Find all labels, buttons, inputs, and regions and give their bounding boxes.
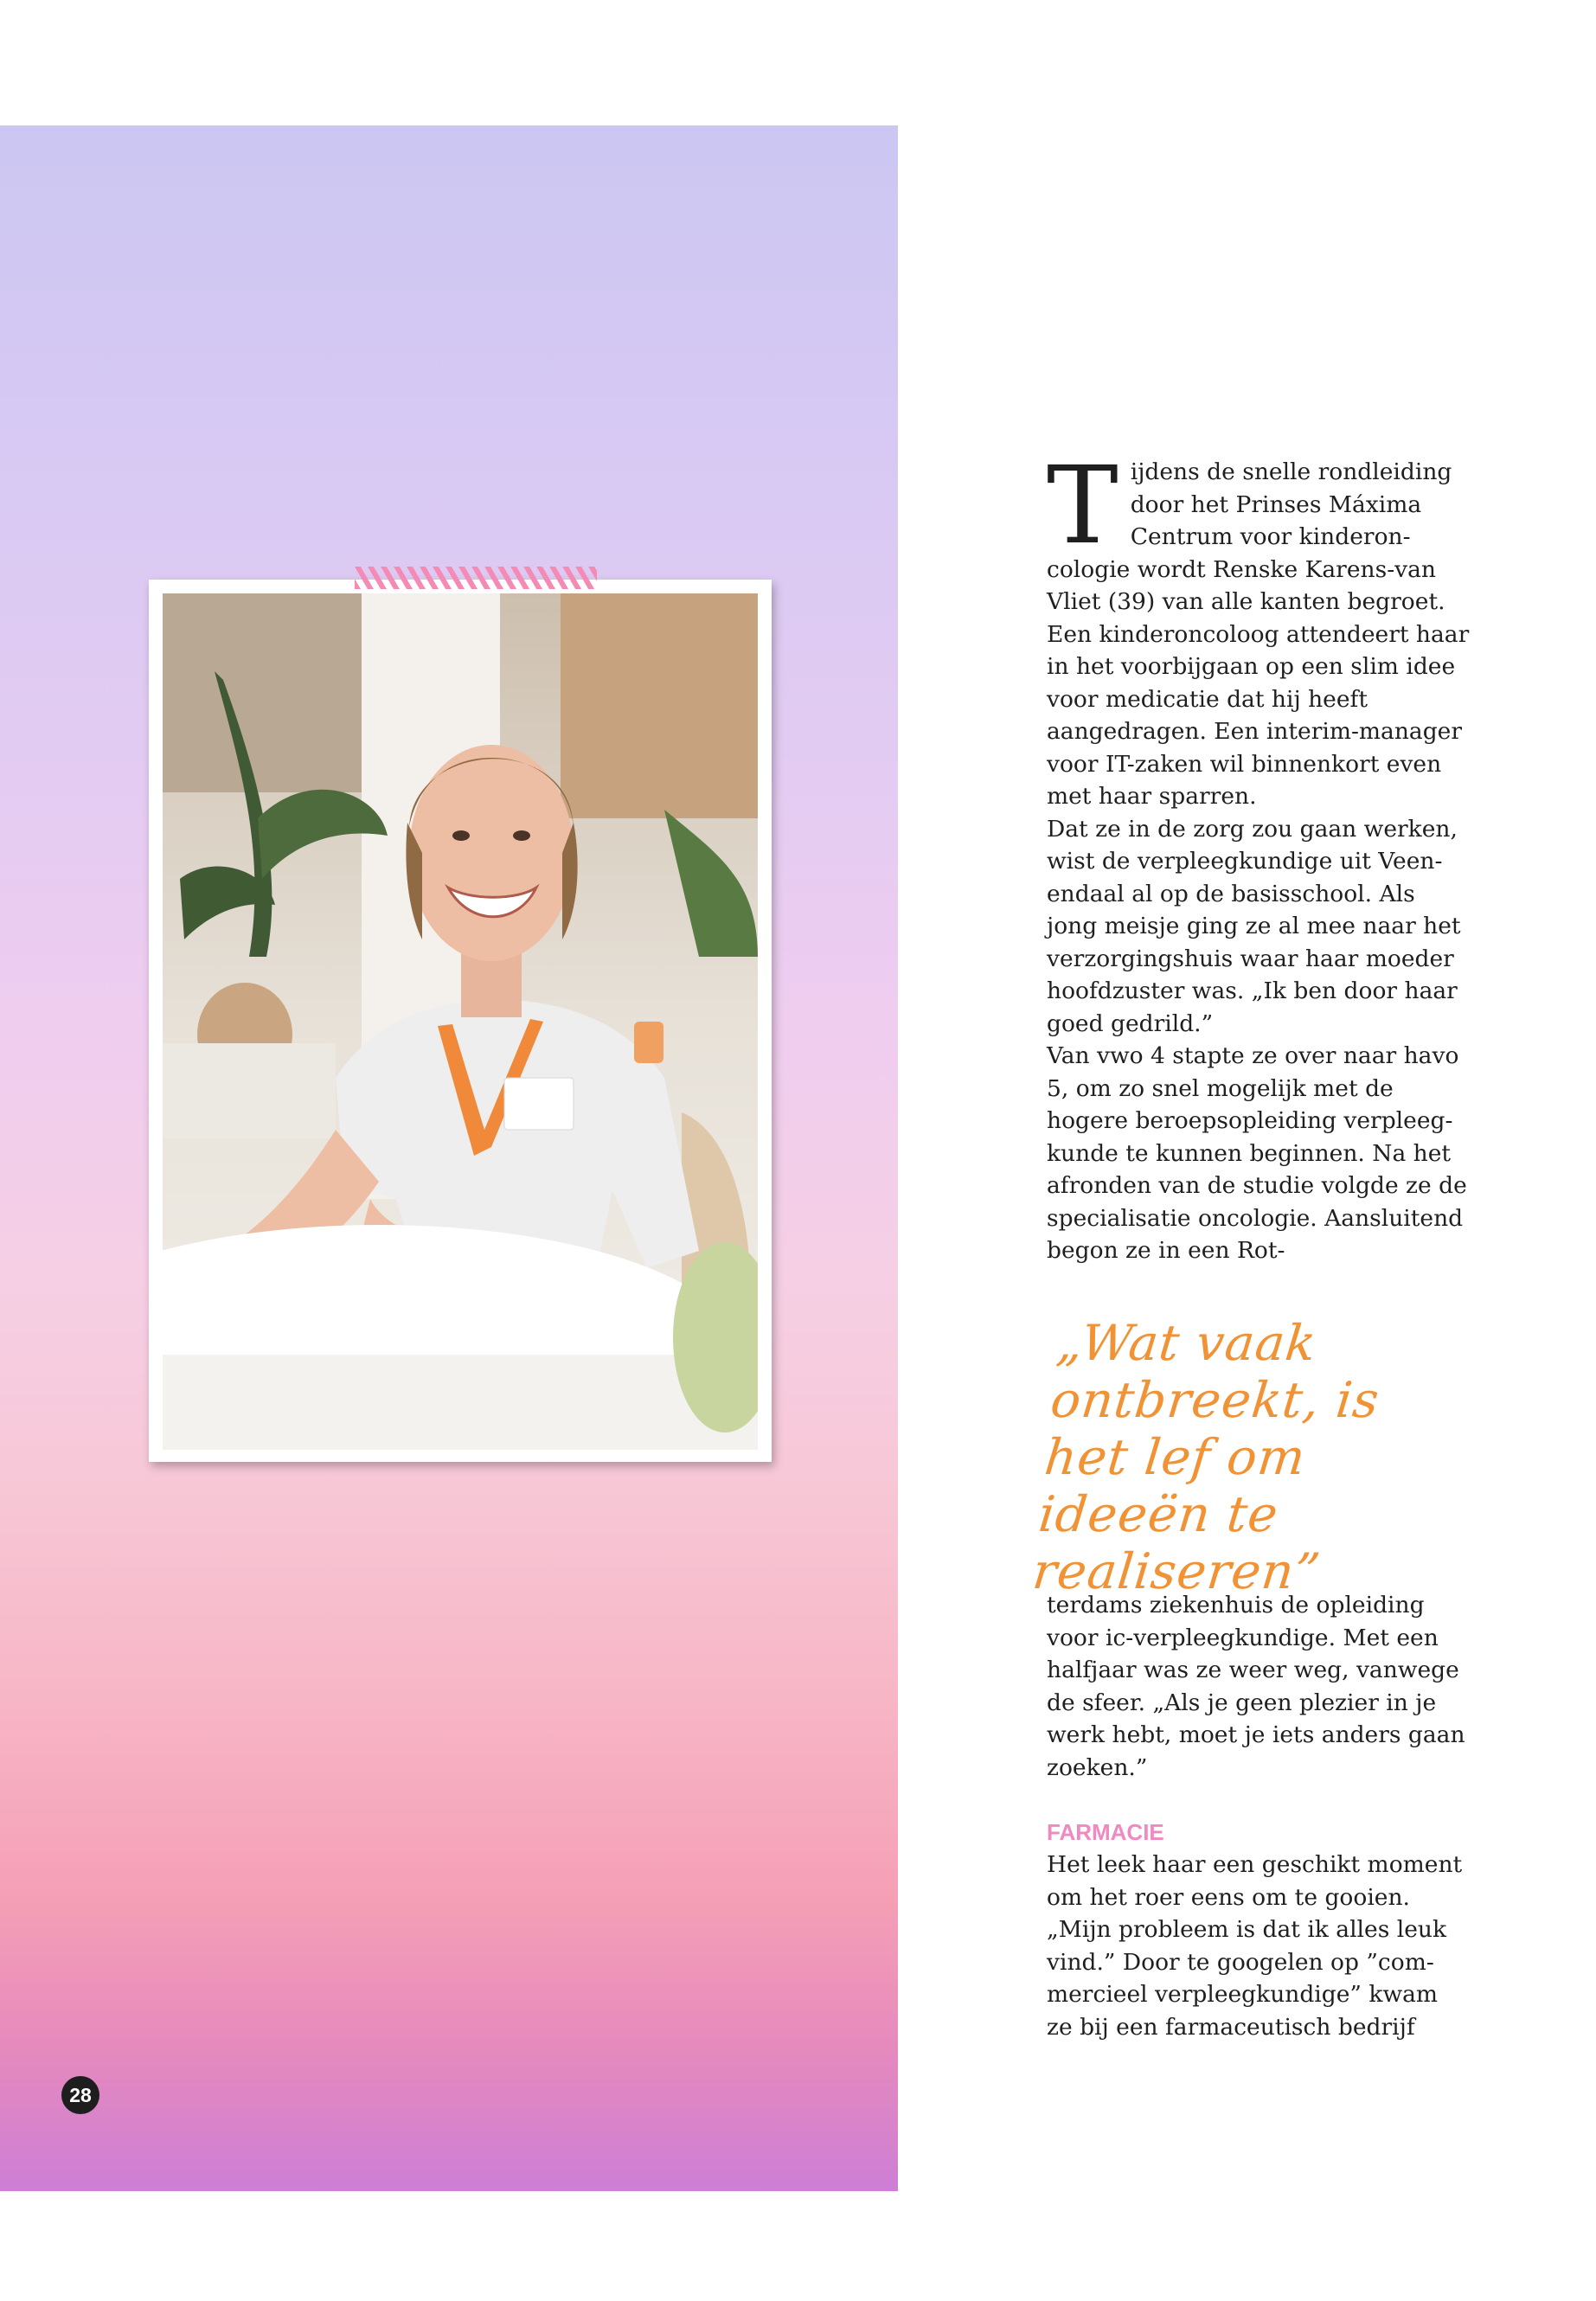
article-column-middle xyxy=(1047,1589,1471,1784)
page-number-badge: 28 xyxy=(61,2076,99,2114)
section-subheading: FARMACIE xyxy=(1047,1819,1164,1845)
article-column-top xyxy=(1047,444,1471,1267)
intro-paragraph: ijdens de snelle rondleiding door het Prinses Máxima Centrum voor kinderoncologie wordt Renske Karens-van Vliet (39) van alle kanten begroet. Een kinderoncoloog attendeert haar in het voorbijgaan op een slim idee voor medicatie dat hij heeft aangedragen. Een interim-manager voor IT-zaken wil binnenkort even met haar sparren. xyxy=(1047,458,1470,810)
body-paragraph: terdams ziekenhuis de opleiding voor ic-verpleegkundige. Met een halfjaar was ze weer weg, vanwege de sfeer. „Als je geen plezier in je werk hebt, moet je iets anders gaan zoeken.” xyxy=(1047,1592,1465,1781)
article-column-bottom xyxy=(1047,1849,1471,2043)
body-paragraph: Dat ze in de zorg zou gaan werken, wist de verpleegkundige uit Veenendaal al op de basisschool. Als jong meisje ging ze al mee naar het verzorgingshuis waar haar moeder hoofdzuster was. „Ik ben door haar goed gedrild.” xyxy=(1047,815,1461,1037)
portrait-photo xyxy=(163,593,758,1450)
body-paragraph: Het leek haar een geschikt moment om het roer eens om te gooien. „Mijn probleem is dat ik alles leuk vind.” Door te googelen op ”commercieel verpleegkundige” kwam ze bij een farmaceutisch bedrijf xyxy=(1047,1851,1463,2041)
body-paragraph: Van vwo 4 stapte ze over naar havo 5, om zo snel mogelijk met de hogere beroepsopleiding verpleegkunde te kunnen beginnen. Na het afronden van de studie volgde ze de specialisatie oncologie. Aansluitend begon ze in een Rot- xyxy=(1047,1042,1467,1264)
portrait-illustration xyxy=(163,593,758,1450)
photo-tape-decoration xyxy=(355,567,597,589)
pull-quote: „Wat vaak ontbreekt, is het lef om ideeën te realiseren” xyxy=(1029,1315,1382,1600)
drop-cap: T xyxy=(1047,444,1118,568)
